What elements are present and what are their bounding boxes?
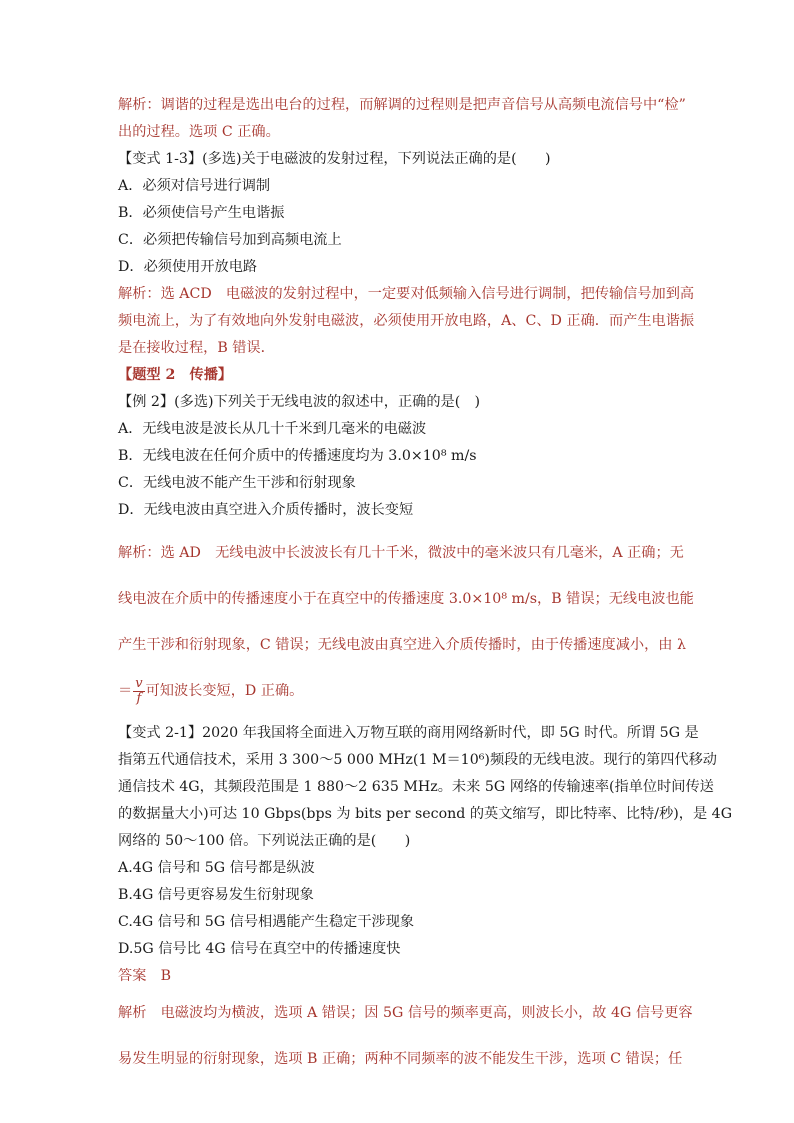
question-stem: 指第五代通信技术，采用 3 300～5 000 MHz(1 M＝10⁶)频段的无线电波。现行的第四代移动 [118, 752, 717, 768]
option-c: C．无线电波不能产生干涉和衍射现象 [118, 475, 356, 491]
analysis-text: 解析：调谐的过程是选出电台的过程，而解调的过程则是把声音信号从高频电流信号中“检” [118, 97, 686, 113]
option-b: B．必须使信号产生电谐振 [118, 205, 285, 221]
question-stem: 【变式 2-1】2020 年我国将全面进入万物互联的商用网络新时代，即 5G 时代。所谓 5G 是 [118, 725, 699, 741]
question-stem: 的数据量大小)可达 10 Gbps(bps 为 bits per second 的英文缩写，即比特率、比特/秒)，是 4G [118, 806, 733, 822]
analysis-text: 易发生明显的衍射现象，选项 B 正确；两种不同频率的波不能发生干涉，选项 C 错误；任 [118, 1051, 683, 1067]
option-c: C．必须把传输信号加到高频电流上 [118, 232, 342, 248]
analysis-text: 频电流上，为了有效地向外发射电磁波，必须使用开放电路，A、C、D 正确．而产生电谐振 [118, 313, 695, 329]
fraction-denominator: f [136, 690, 142, 706]
formula-equals: ＝ [118, 683, 133, 699]
analysis-text: 线电波在介质中的传播速度小于在真空中的传播速度 3.0×10⁸ m/s，B 错误；无线电波也能 [118, 591, 694, 607]
formula-line [118, 668, 678, 714]
fraction-v-over-f [133, 677, 144, 706]
question-stem: 【变式 1-3】(多选)关于电磁波的发射过程，下列说法正确的是( ) [118, 151, 551, 167]
question-stem: 【例 2】(多选)下列关于无线电波的叙述中，正确的是( ) [118, 394, 480, 410]
option-d: D.5G 信号比 4G 信号在真空中的传播速度快 [118, 941, 401, 957]
option-b: B．无线电波在任何介质中的传播速度均为 3.0×10⁸ m/s [118, 448, 477, 464]
formula-conclusion: 可知波长变短，D 正确。 [145, 683, 304, 699]
option-a: A.4G 信号和 5G 信号都是纵波 [118, 860, 315, 876]
analysis-text: 解析 电磁波均为横波，选项 A 错误；因 5G 信号的频率更高，则波长小，故 4G 信号更容 [118, 1005, 693, 1021]
analysis-text: 产生干涉和衍射现象，C 错误；无线电波由真空进入介质传播时，由于传播速度减小，由 λ [118, 637, 686, 653]
question-stem: 网络的 50～100 倍。下列说法正确的是( ) [118, 833, 411, 849]
document-page [118, 92, 733, 1082]
analysis-text: 解析：选 ACD 电磁波的发射过程中，一定要对低频输入信号进行调制，把传输信号加到高 [118, 286, 695, 302]
option-c: C.4G 信号和 5G 信号相遇能产生稳定干涉现象 [118, 914, 415, 930]
topic-heading: 【题型 2 传播】 [118, 367, 233, 383]
question-stem: 通信技术 4G，其频段范围是 1 880～2 635 MHz。未来 5G 网络的传输速率(指单位时间传送 [118, 779, 714, 795]
option-a: A．无线电波是波长从几十千米到几毫米的电磁波 [118, 421, 427, 437]
analysis-text: 出的过程。选项 C 正确。 [118, 124, 280, 140]
option-a: A．必须对信号进行调制 [118, 178, 271, 194]
fraction-numerator: v [135, 675, 143, 691]
option-b: B.4G 信号更容易发生衍射现象 [118, 887, 314, 903]
analysis-text: 解析：选 AD 无线电波中长波波长有几十千米，微波中的毫米波只有几毫米，A 正确；无 [118, 545, 684, 561]
option-d: D．必须使用开放电路 [118, 259, 258, 275]
answer-text: 答案 B [118, 968, 171, 984]
option-d: D．无线电波由真空进入介质传播时，波长变短 [118, 502, 414, 518]
analysis-text: 是在接收过程，B 错误． [118, 340, 275, 356]
